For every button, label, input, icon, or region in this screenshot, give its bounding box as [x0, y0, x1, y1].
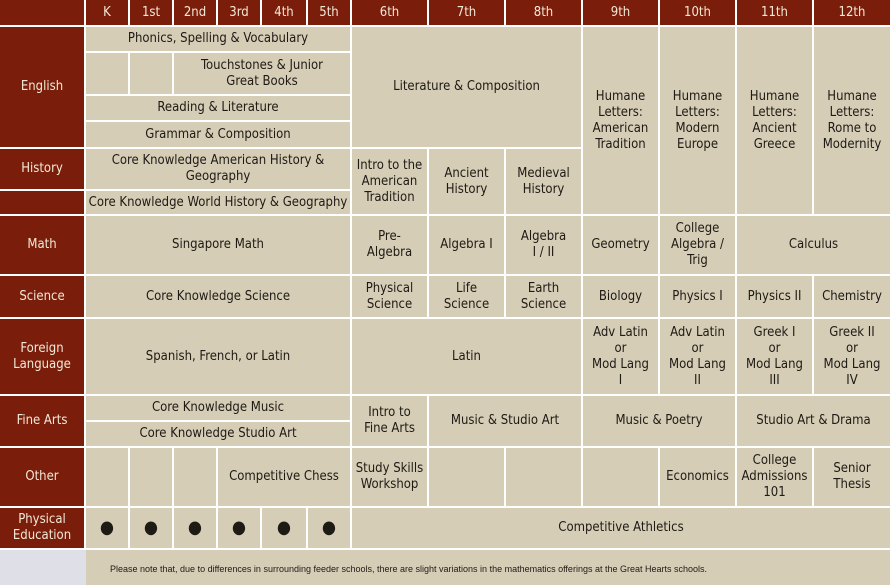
pe-dot-1st: ● — [130, 508, 172, 548]
history-ancient: Ancient History — [429, 149, 504, 214]
foreign-spanish: Spanish, French, or Latin — [86, 319, 350, 394]
row-header-other: Other — [0, 448, 84, 506]
english-humane-letters-11: Humane Letters: Ancient Greece — [737, 27, 812, 214]
fine-arts-studio-drama: Studio Art & Drama — [737, 396, 890, 446]
other-college-admissions: College Admissions 101 — [737, 448, 812, 506]
fine-arts-ck-music: Core Knowledge Music — [86, 396, 350, 420]
english-empty-1st — [130, 53, 172, 94]
pe-dot-5th: ● — [308, 508, 350, 548]
row-header-history-blank — [0, 191, 84, 214]
grade-header-12th: 12th — [814, 0, 890, 25]
grade-header-9th: 9th — [583, 0, 658, 25]
grade-header-10th: 10th — [660, 0, 735, 25]
history-ck-american: Core Knowledge American History & Geography — [86, 149, 350, 189]
grade-header-5th: 5th — [308, 0, 350, 25]
fine-arts-music-poetry: Music & Poetry — [583, 396, 735, 446]
row-header-foreign-language: Foreign Language — [0, 319, 84, 394]
english-empty-k — [86, 53, 128, 94]
math-singapore: Singapore Math — [86, 216, 350, 274]
grade-header-6th: 6th — [352, 0, 427, 25]
history-ck-world: Core Knowledge World History & Geography — [86, 191, 350, 214]
corner-cell — [0, 0, 84, 25]
science-physics-1: Physics I — [660, 276, 735, 317]
science-biology: Biology — [583, 276, 658, 317]
foreign-grade-10: Adv Latin or Mod Lang II — [660, 319, 735, 394]
other-empty-k — [86, 448, 128, 506]
science-physics-2: Physics II — [737, 276, 812, 317]
english-humane-letters-12: Humane Letters: Rome to Modernity — [814, 27, 890, 214]
note-spacer — [0, 550, 86, 585]
english-literature-composition: Literature & Composition — [352, 27, 581, 147]
other-empty-7th — [429, 448, 504, 506]
grade-header-4th: 4th — [262, 0, 306, 25]
fine-arts-music-studio: Music & Studio Art — [429, 396, 581, 446]
math-geometry: Geometry — [583, 216, 658, 274]
other-economics: Economics — [660, 448, 735, 506]
row-header-physical-education: Physical Education — [0, 508, 84, 548]
science-life: Life Science — [429, 276, 504, 317]
english-humane-letters-9: Humane Letters: American Tradition — [583, 27, 658, 214]
row-header-science: Science — [0, 276, 84, 317]
history-medieval: Medieval History — [506, 149, 581, 214]
other-empty-8th — [506, 448, 581, 506]
english-reading: Reading & Literature — [86, 96, 350, 120]
foreign-grade-9: Adv Latin or Mod Lang I — [583, 319, 658, 394]
grade-header-8th: 8th — [506, 0, 581, 25]
math-algebra-1-2: Algebra I / II — [506, 216, 581, 274]
foreign-grade-12: Greek II or Mod Lang IV — [814, 319, 890, 394]
pe-dot-k: ● — [86, 508, 128, 548]
other-empty-2nd — [174, 448, 216, 506]
grade-header-3rd: 3rd — [218, 0, 260, 25]
row-header-english: English — [0, 27, 84, 147]
science-ck: Core Knowledge Science — [86, 276, 350, 317]
grade-header-11th: 11th — [737, 0, 812, 25]
footnote: Please note that, due to differences in surrounding feeder schools, there are slight variations in the mathematics offerings at the Great Hearts schools. — [86, 550, 890, 585]
science-chemistry: Chemistry — [814, 276, 890, 317]
english-phonics: Phonics, Spelling & Vocabulary — [86, 27, 350, 51]
science-physical: Physical Science — [352, 276, 427, 317]
math-calculus: Calculus — [737, 216, 890, 274]
english-touchstones: Touchstones & Junior Great Books — [174, 53, 350, 94]
other-empty-1st — [130, 448, 172, 506]
grade-header-1st: 1st — [130, 0, 172, 25]
other-empty-9th — [583, 448, 658, 506]
pe-dot-2nd: ● — [174, 508, 216, 548]
row-header-fine-arts: Fine Arts — [0, 396, 84, 446]
other-study-skills: Study Skills Workshop — [352, 448, 427, 506]
pe-dot-3rd: ● — [218, 508, 260, 548]
grade-header-2nd: 2nd — [174, 0, 216, 25]
other-chess: Competitive Chess — [218, 448, 350, 506]
fine-arts-ck-studio: Core Knowledge Studio Art — [86, 422, 350, 446]
history-intro-american: Intro to the American Tradition — [352, 149, 427, 214]
other-senior-thesis: Senior Thesis — [814, 448, 890, 506]
math-college-algebra: College Algebra / Trig — [660, 216, 735, 274]
grade-header-7th: 7th — [429, 0, 504, 25]
foreign-latin: Latin — [352, 319, 581, 394]
math-pre-algebra: Pre- Algebra — [352, 216, 427, 274]
row-header-history: History — [0, 149, 84, 189]
english-humane-letters-10: Humane Letters: Modern Europe — [660, 27, 735, 214]
row-header-math: Math — [0, 216, 84, 274]
english-grammar: Grammar & Composition — [86, 122, 350, 147]
pe-dot-4th: ● — [262, 508, 306, 548]
fine-arts-intro: Intro to Fine Arts — [352, 396, 427, 446]
science-earth: Earth Science — [506, 276, 581, 317]
foreign-grade-11: Greek I or Mod Lang III — [737, 319, 812, 394]
math-algebra-1: Algebra I — [429, 216, 504, 274]
pe-competitive-athletics: Competitive Athletics — [352, 508, 890, 548]
grade-header-k: K — [86, 0, 128, 25]
